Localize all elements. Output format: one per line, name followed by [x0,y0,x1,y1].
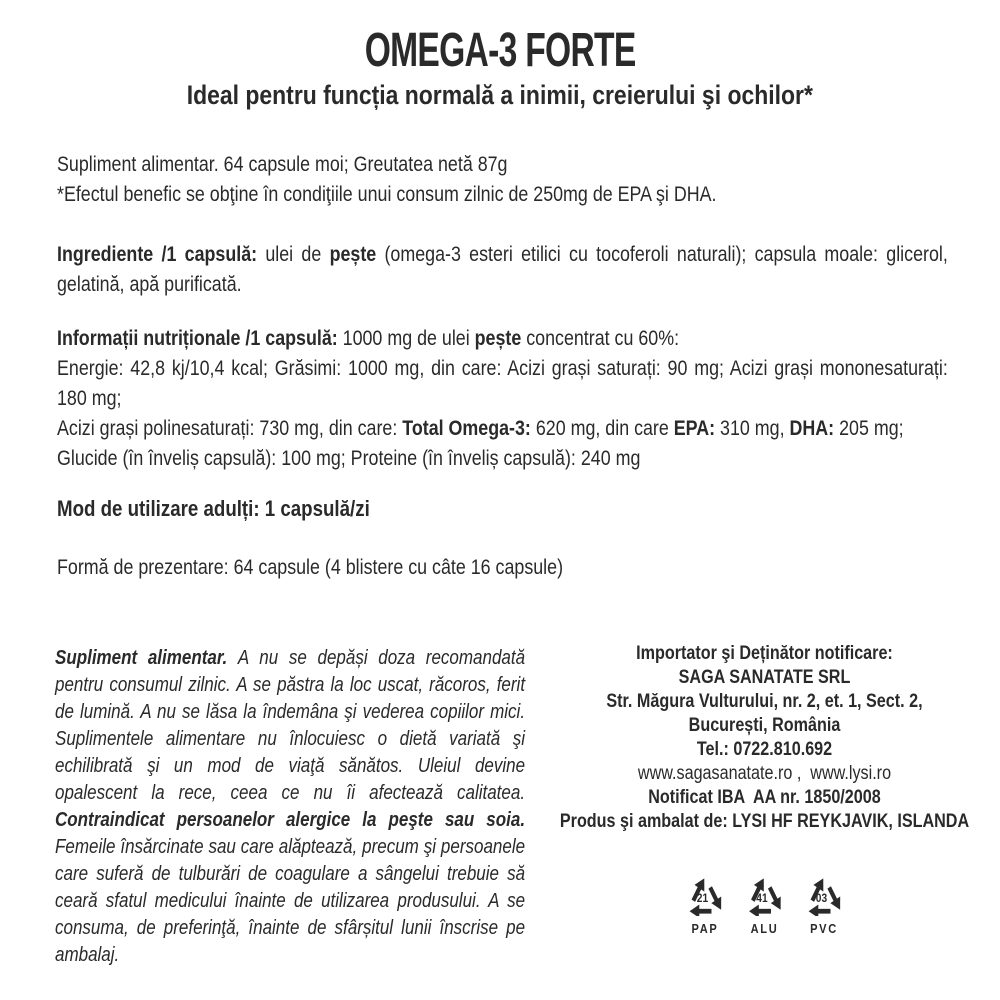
presentation-line: Formă de prezentare: 64 capsule (4 blistere cu câte 16 capsule) [57,556,564,579]
nutrition-facts [57,324,948,474]
recycling-code: 03 [815,891,828,905]
usage-heading: Mod de utilizare adulți: 1 capsulă/zi [57,496,370,521]
warnings-paragraph: Supliment alimentar. A nu se depăși doza recomandată pentru consumul zilnic. A se păstra la loc uscat, răcoros, ferit de lumină. A nu se lăsa la îndemâna şi vederea copiilor mici. Suplimentele alimentare nu înlocuiesc o dietă variată şi echilibrată şi un mod de viaţă sănătos. Uleiul devine opalescent la rece, ceea ce nu îi afectează calitatea. Contraindicat persoanelor alergice la peşte sau soia. Femeile însărcinate sau care alăptează, precum şi persoanele care suferă de tulburări de coagulare a sângelui trebuie să ceară sfatul medicului înainte de utilizarea produsului. A se consuma, de preferinţă, înainte de sfârșitul lunii înscrise pe ambalaj. [55,647,526,966]
recycling-symbol-pvc [802,874,846,936]
nutrition-header: Informații nutriționale /1 capsulă: 1000 mg de ulei pește concentrat cu 60%: [57,327,680,350]
recycling-symbol-alu [742,874,786,936]
recycling-material-label: PVC [810,921,838,936]
importer-city: București, România [688,715,841,736]
recycling-material-label: ALU [750,921,779,936]
importer-street: Str. Măgura Vulturului, nr. 2, et. 1, Sect. 2, [606,691,923,712]
recycling-symbols [552,874,977,936]
recycling-material-label: PAP [691,921,719,936]
ingredients-paragraph: Ingrediente /1 capsulă: ulei de pește (omega-3 esteri etilici cu tocoferoli naturali); capsula moale: glicerol, gelatină, apă purificată. [57,243,948,296]
importer-block [552,642,977,834]
nutrition-energy-line: Energie: 42,8 kj/10,4 kcal; Grăsimi: 1000 mg, din care: Acizi grași saturați: 90 mg; Acizi grași mononesaturați: 180 mg; [57,357,948,410]
nutrition-glucide-line: Glucide (în înveliș capsulă): 100 mg; Proteine (în înveliș capsulă): 240 mg [57,447,641,470]
supplement-intro [57,150,948,210]
product-subtitle: Ideal pentru funcția normală a inimii, creierului şi ochilor* [186,80,813,110]
importer-websites: www.sagasanatate.ro , www.lysi.ro [637,763,892,784]
recycling-symbol-pap [683,874,727,936]
importer-company: SAGA SANATATE SRL [678,667,851,688]
nutrition-omega-line: Acizi grași polinesaturați: 730 mg, din care: Total Omega-3: 620 mg, din care EPA: 310 mg, DHA: 205 mg; [57,417,904,440]
manufacturer-line: Produs şi ambalat de: LYSI HF REYKJAVIK, ISLANDA [559,811,970,832]
importer-heading: Importator şi Deținător notificare: [636,643,893,664]
benefit-note-line: *Efectul benefic se obţine în condiţiile unui consum zilnic de 250mg de EPA şi DHA. [57,183,717,206]
recycling-code: 21 [696,891,709,905]
importer-phone: Tel.: 0722.810.692 [696,739,833,760]
notification-number: Notificat IBA AA nr. 1850/2008 [648,787,881,808]
recycling-code: 41 [756,891,768,905]
product-title: OMEGA-3 FORTE [364,24,636,77]
net-weight-line: Supliment alimentar. 64 capsule moi; Greutatea netă 87g [57,153,508,176]
